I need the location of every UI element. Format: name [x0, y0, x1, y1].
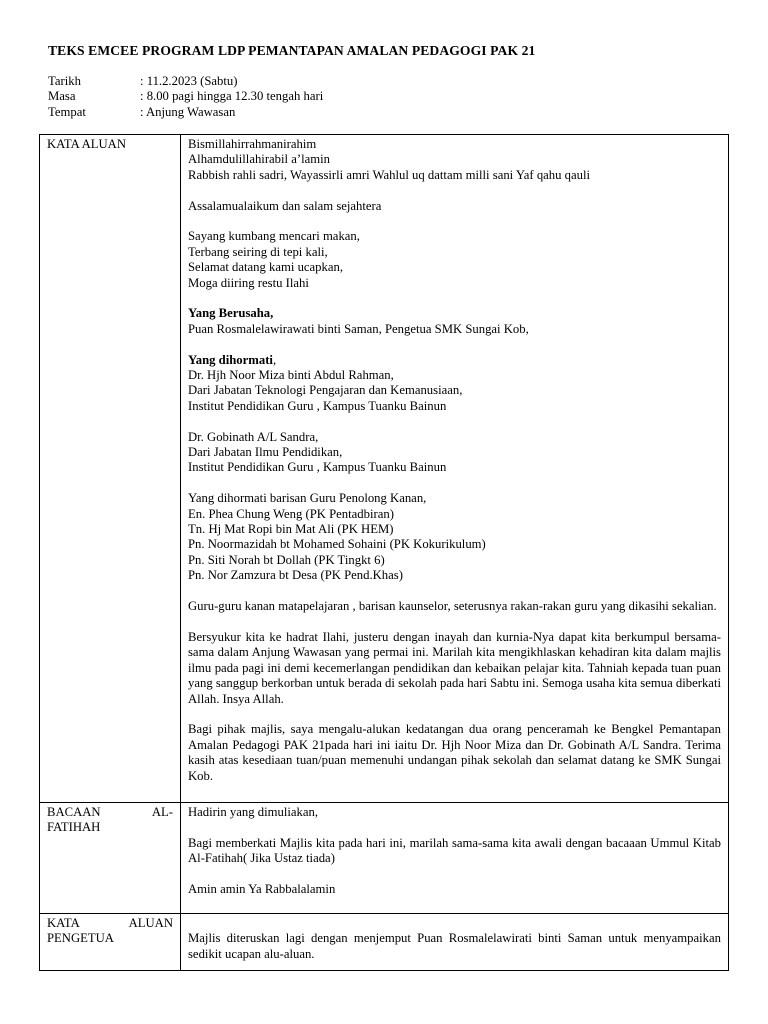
pk-line: En. Phea Chung Weng (PK Pentadbiran)	[188, 506, 394, 521]
section-label-text: KATA ALUAN	[47, 137, 126, 151]
berusaha-heading	[188, 306, 721, 321]
section-label-text: ALUAN	[128, 916, 173, 930]
opening-line: Rabbish rahli sadri, Wayassirli amri Wahlul uq dattam milli sani Yaf qahu qauli	[188, 167, 591, 182]
meta-label: Masa	[48, 89, 76, 104]
meta-value: : Anjung Wawasan	[140, 104, 236, 119]
meta-row-time	[48, 89, 323, 104]
dihormati-comma: ,	[272, 352, 277, 367]
pk-line: Tn. Hj Mat Ropi bin Mat Ali (PK HEM)	[188, 522, 394, 537]
meta-row-venue	[48, 105, 323, 120]
salam-line: Assalamualaikum dan salam sejahtera	[188, 198, 382, 213]
speaker1-line: Institut Pendidikan Guru , Kampus Tuanku Bainun	[188, 398, 447, 413]
paragraph-majlis: Bagi pihak majlis, saya mengalu-alukan kedatangan dua orang penceramah ke Bengkel Pemantapan Amalan Pedagogi PAK 21pada hari ini iaitu Dr. Hjh Noor Miza dan Dr. Gobinath A/L Sandra. Terima kasih atas kesediaan tuan/puan memenuhi undangan pihak sekolah dan selamat datang ke SMK Sungai Kob.	[188, 722, 721, 783]
row-pengetua	[40, 914, 729, 971]
fatihah-greeting: Hadirin yang dimuliakan,	[188, 805, 319, 819]
pk-line: Pn. Noormazidah bt Mohamed Sohaini (PK Kokurikulum)	[188, 537, 486, 552]
event-details	[48, 74, 323, 120]
opening-line: Alhamdulillahirabil a’lamin	[188, 152, 330, 167]
pk-line: Yang dihormati barisan Guru Penolong Kanan,	[188, 491, 427, 506]
section-content-kata-aluan	[181, 135, 729, 803]
paragraph-syukur: Bersyukur kita ke hadrat Ilahi, justeru dengan inayah dan kurnia-Nya dapat kita berkumpul bersama-sama dalam Anjung Wawasan yang permai ini. Marilah kita mengikhlaskan kehadiran kita dalam majlis ilmu pada pagi ini demi kecemerlangan pendidikan dan kebaikan pelajar kita. Tahniah kepada tuan puan yang sanggup berkorban untuk berada di sekolah pada hari Sabtu ini. Semoga usaha kita semua diberkati Allah. Insya Allah.	[188, 629, 721, 706]
section-label-text: PENGETUA	[47, 931, 114, 946]
dihormati-heading	[188, 353, 721, 368]
section-label-text: FATIHAH	[47, 820, 101, 835]
section-content-pengetua	[181, 914, 729, 971]
dihormati-heading-text: Yang dihormati	[188, 352, 273, 367]
pantun-line: Sayang kumbang mencari makan,	[188, 229, 360, 244]
principal-name: Puan Rosmalelawirawati binti Saman, Pengetua SMK Sungai Kob,	[188, 321, 529, 336]
meta-row-date	[48, 74, 323, 89]
speaker1-line: Dr. Hjh Noor Miza binti Abdul Rahman,	[188, 368, 394, 383]
script-table	[39, 134, 729, 971]
section-content-fatihah	[181, 803, 729, 914]
pengetua-paragraph: Majlis diteruskan lagi dengan menjemput Puan Rosmalelawirati binti Saman untuk menyampaikan sedikit ucapan alu-aluan.	[188, 931, 721, 961]
fatihah-paragraph: Bagi memberkati Majlis kita pada hari ini, marilah sama-sama kita awali dengan bacaaan Ummul Kitab Al-Fatihah( Jika Ustaz tiada)	[188, 835, 721, 866]
section-label-text: KATA	[47, 916, 80, 930]
speaker2-line: Dari Jabatan Ilmu Pendidikan,	[188, 445, 343, 460]
section-label-kata-aluan	[40, 135, 181, 803]
meta-value: : 11.2.2023 (Sabtu)	[140, 74, 238, 88]
section-label-fatihah	[40, 803, 181, 914]
pk-line: Pn. Siti Norah bt Dollah (PK Tingkt 6)	[188, 552, 385, 567]
pk-line: Pn. Nor Zamzura bt Desa (PK Pend.Khas)	[188, 568, 403, 583]
section-label-pengetua	[40, 914, 181, 971]
berusaha-heading-text: Yang Berusaha,	[188, 306, 274, 321]
fatihah-amin: Amin amin Ya Rabbalalamin	[188, 882, 336, 896]
speaker1-line: Dari Jabatan Teknologi Pengajaran dan Kemanusiaan,	[188, 383, 463, 398]
document-title: TEKS EMCEE PROGRAM LDP PEMANTAPAN AMALAN PEDAGOGI PAK 21	[48, 43, 536, 58]
speaker2-line: Institut Pendidikan Guru , Kampus Tuanku Bainun	[188, 460, 447, 475]
pantun-line: Selamat datang kami ucapkan,	[188, 260, 344, 275]
speaker2-line: Dr. Gobinath A/L Sandra,	[188, 429, 319, 444]
meta-label: Tempat	[48, 104, 86, 119]
meta-value: : 8.00 pagi hingga 12.30 tengah hari	[140, 89, 324, 104]
section-label-text: AL-	[151, 805, 173, 819]
section-label-text: BACAAN	[47, 805, 101, 819]
pantun-line: Moga diiring restu Ilahi	[188, 275, 309, 290]
meta-label: Tarikh	[48, 74, 81, 88]
row-kata-aluan	[40, 135, 729, 803]
paragraph-guru: Guru-guru kanan matapelajaran , barisan kaunselor, seterusnya rakan-rakan guru yang dikasihi sekalian.	[188, 599, 717, 614]
opening-line: Bismillahirrahmanirahim	[188, 137, 317, 151]
row-fatihah	[40, 803, 729, 914]
pantun-line: Terbang seiring di tepi kali,	[188, 244, 328, 259]
